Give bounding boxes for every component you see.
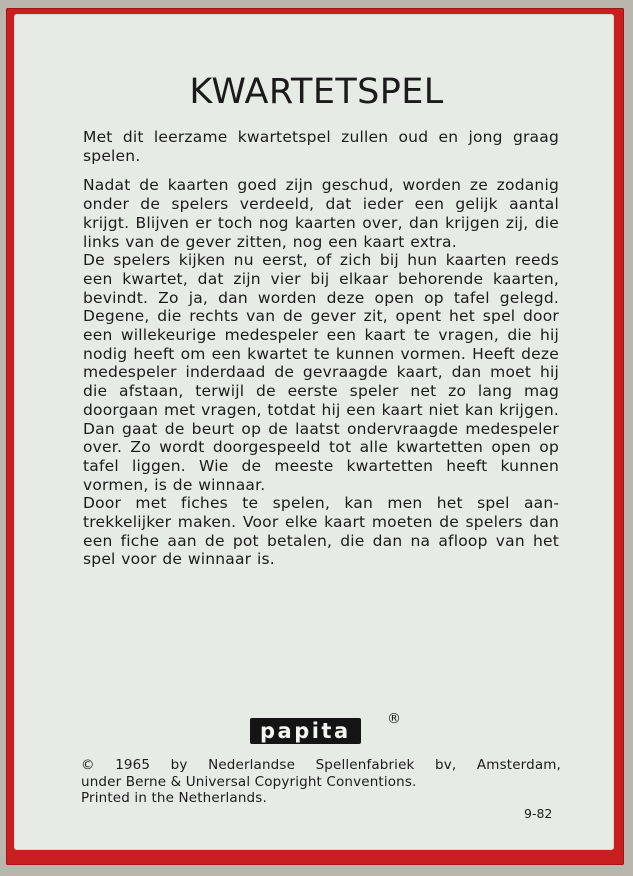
logo-wordmark: papita [250, 718, 361, 744]
rules-text [83, 128, 559, 569]
copyright-notice [81, 757, 561, 807]
fiches-paragraph: Door met fiches te spelen, kan men het spel aantrekkelijker maken. Voor elke kaart moeten de spelers dan een fiche aan de pot betalen, die dan na afloop van het spel voor de winnaar is. [83, 494, 559, 569]
gameplay-paragraph: De spelers kijken nu eerst, of zich bij hun kaarten reeds een kwartet, dat zijn vier bij elkaar behorende kaarten, bevindt. Zo ja, dan worden deze open op tafel gelegd. Degene, die rechts van de gever zit, opent het spel door een willekeurige medespeler een kaart te vragen, die hij nodig heeft om een kwartet te kunnen vormen. Heeft deze medespeler inderdaad de gevraagde kaart, dan moet hij die afstaan, terwijl de eerste speler net zo lang mag doorgaan met vragen, totdat hij een kaart niet kan krijgen. Dan gaat de beurt op de laatst ondervraagde medespeler over. Zo wordt doorgespeeld tot alle kwartetten open op tafel liggen. Wie de meeste kwartetten heeft kunnen vormen, is de winnaar. [83, 251, 559, 494]
product-code: 9-82 [524, 806, 553, 821]
brand-logo [250, 711, 401, 746]
dealing-paragraph: Nadat de kaarten goed zijn geschud, worden ze zodanig onder de spelers verdeeld, dat ieder een gelijk aantal krijgt. Blijven er toch nog kaarten over, dan krijgen zij, die links van de gever zitten, nog een kaart extra. [83, 176, 559, 251]
copyright-line: © 1965 by Nederlandse Spellenfabriek bv, Amsterdam, [81, 757, 561, 773]
copyright-convention-line: under Berne & Universal Copyright Conventions. [81, 773, 417, 790]
page-title: KWARTETSPEL [189, 72, 444, 112]
intro-paragraph: Met dit leerzame kwartetspel zullen oud en jong graag spelen. [83, 128, 559, 165]
registered-mark: ® [387, 711, 401, 727]
printed-in-line: Printed in the Netherlands. [81, 790, 267, 806]
